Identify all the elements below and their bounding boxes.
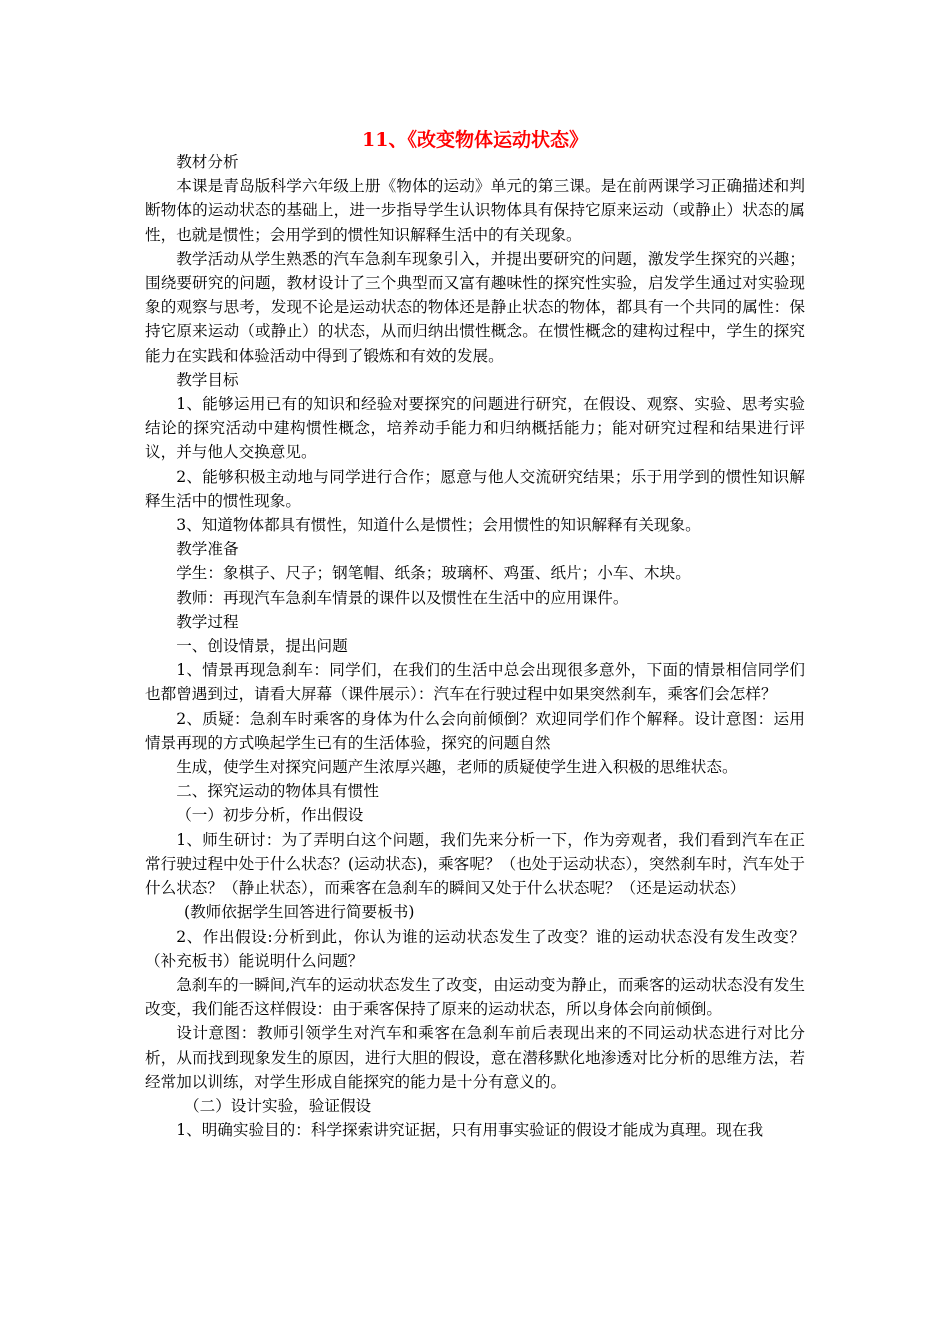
paragraph: 2、作出假设:分析到此，你认为谁的运动状态发生了改变？谁的运动状态没有发生改变？（补充板书）能说明什么问题？ [145,927,805,970]
subsection-heading: 一、创设情景，提出问题 [176,637,348,656]
paragraph: 1、师生研讨：为了弄明白这个问题，我们先来分析一下，作为旁观者，我们看到汽车在正常行驶过程中处于什么状态？(运动状态)，乘客呢？（也处于运动状态），突然刹车时，汽车处于什么状态？（静止状态），而乘客在急刹车的瞬间又处于什么状态呢？（还是运动状态） [145,830,805,898]
subsection-heading: （二）设计实验，验证假设 [184,1096,372,1115]
document-body [145,150,805,1142]
subsection-heading: 二、探究运动的物体具有惯性 [176,782,379,801]
section-heading-teaching-process: 教学过程 [176,612,239,631]
document-title: 11、《改变物体运动状态》 [362,129,588,151]
paragraph: 1、能够运用已有的知识和经验对要探究的问题进行研究，在假设、观察、实验、思考实验结论的探究活动中建构惯性概念，培养动手能力和归纳概括能力；能对研究过程和结果进行评议，并与他人交换意见。 [145,395,805,462]
paragraph: 教学活动从学生熟悉的汽车急刹车现象引入，并提出要研究的问题，激发学生探究的兴趣；围绕要研究的问题，教材设计了三个典型而又富有趣味性的探究性实验，启发学生通过对实验现象的观察与思考，发现不论是运动状态的物体还是静止状态的物体，都具有一个共同的属性：保持它原来运动（或静止）的状态，从而归纳出惯性概念。在惯性概念的建构过程中，学生的探究能力在实践和体验活动中得到了锻炼和有效的发展。 [145,249,805,365]
section-heading-teaching-preparation: 教学准备 [176,540,239,559]
paragraph: 设计意图：教师引领学生对汽车和乘客在急刹车前后表现出来的不同运动状态进行对比分析，从而找到现象发生的原因，进行大胆的假设，意在潜移默化地渗透对比分析的思维方法，若经常加以训练，对学生形成自能探究的能力是十分有意义的。 [145,1024,805,1091]
paragraph: (教师依据学生回答进行简要板书) [184,903,415,922]
section-heading-teaching-goals: 教学目标 [176,370,239,389]
paragraph: 1、明确实验目的：科学探索讲究证据，只有用事实验证的假设才能成为真理。现在我 [176,1121,764,1140]
paragraph: 学生：象棋子、尺子；钢笔帽、纸条；玻璃杯、鸡蛋、纸片；小车、木块。 [176,564,691,583]
paragraph: 急刹车的一瞬间,汽车的运动状态发生了改变，由运动变为静止，而乘客的运动状态没有发生改变，我们能否这样假设：由于乘客保持了原来的运动状态，所以身体会向前倾倒。 [145,975,805,1019]
paragraph: 2、质疑：急刹车时乘客的身体为什么会向前倾倒？欢迎同学们作个解释。设计意图：运用情景再现的方式唤起学生已有的生活体验，探究的问题自然 [145,709,805,752]
paragraph: 3、知道物体都具有惯性，知道什么是惯性；会用惯性的知识解释有关现象。 [176,516,701,535]
paragraph: 1、情景再现急刹车：同学们，在我们的生活中总会出现很多意外，下面的情景相信同学们也都曾遇到过，请看大屏幕（课件展示）：汽车在行驶过程中如果突然刹车，乘客们会怎样？ [145,661,805,704]
paragraph: 本课是青岛版科学六年级上册《物体的运动》单元的第三课。是在前两课学习正确描述和判断物体的运动状态的基础上，进一步指导学生认识物体具有保持它原来运动（或静止）状态的属性，也就是惯性；会用学到的惯性知识解释生活中的有关现象。 [145,177,805,244]
paragraph: 2、能够积极主动地与同学进行合作；愿意与他人交流研究结果；乐于用学到的惯性知识解释生活中的惯性现象。 [145,467,805,510]
paragraph: 教师：再现汽车急刹车情景的课件以及惯性在生活中的应用课件。 [176,588,629,607]
subsection-heading: （一）初步分析，作出假设 [176,806,364,825]
paragraph: 生成，使学生对探究问题产生浓厚兴趣，老师的质疑使学生进入积极的思维状态。 [176,758,738,777]
section-heading-material-analysis: 教材分析 [176,153,239,171]
